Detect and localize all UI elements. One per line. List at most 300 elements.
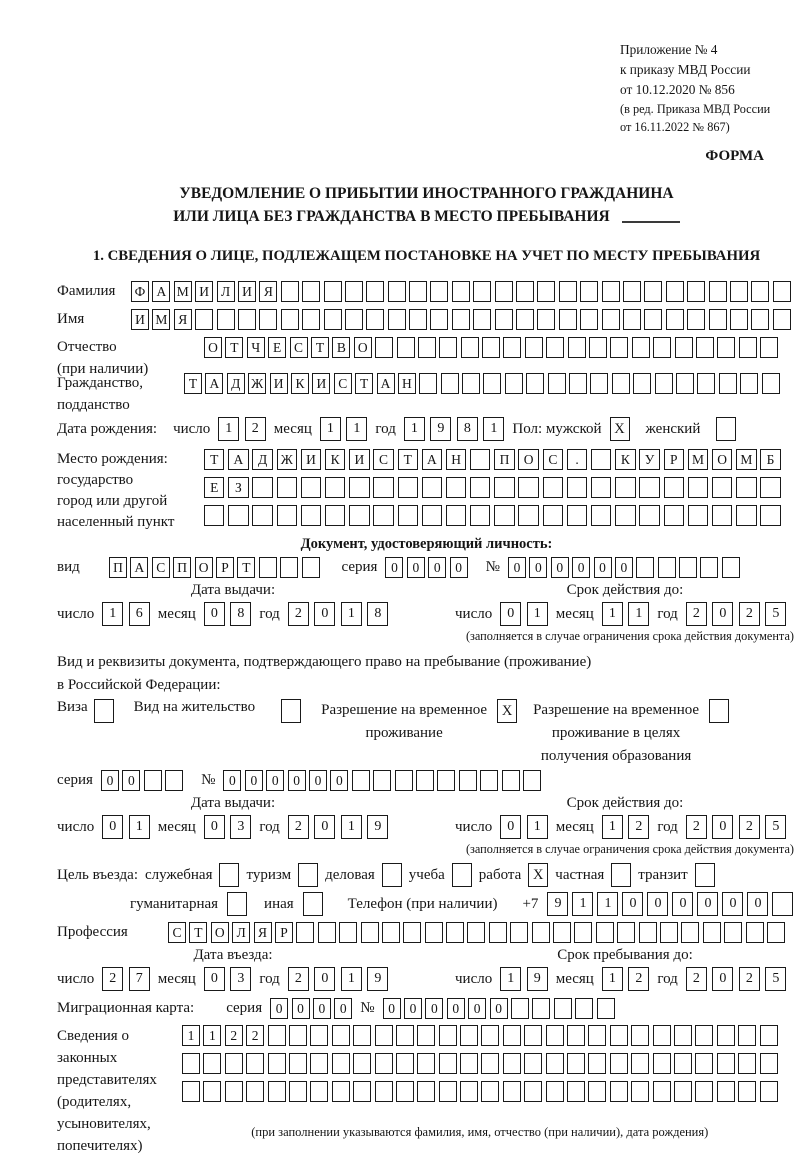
char-box[interactable] [446,922,464,943]
char-box[interactable] [751,309,769,330]
char-box[interactable]: 2 [245,417,266,441]
char-box[interactable] [760,1025,778,1046]
char-box[interactable]: 0 [647,892,668,916]
char-box[interactable]: 3 [230,815,251,839]
char-box[interactable]: У [639,449,659,470]
char-box[interactable]: 0 [288,770,306,791]
char-box[interactable] [516,281,534,302]
char-box[interactable] [696,337,714,358]
char-box[interactable] [664,505,684,526]
char-box[interactable] [324,281,342,302]
char-box[interactable] [546,1025,564,1046]
purpose-transit-checkbox[interactable] [695,863,715,887]
char-box[interactable] [505,373,523,394]
char-box[interactable]: 1 [346,417,367,441]
char-box[interactable]: 7 [129,967,150,991]
char-box[interactable] [591,449,611,470]
char-box[interactable]: 0 [747,892,768,916]
char-box[interactable] [225,1053,243,1074]
char-box[interactable] [325,477,345,498]
char-box[interactable] [217,309,235,330]
char-box[interactable] [460,1081,478,1102]
char-box[interactable] [430,281,448,302]
char-box[interactable] [597,998,615,1019]
char-box[interactable] [644,309,662,330]
char-box[interactable]: Р [275,922,293,943]
char-box[interactable] [674,1025,692,1046]
char-box[interactable] [418,337,436,358]
char-box[interactable] [660,922,678,943]
char-box[interactable]: 5 [765,967,786,991]
char-box[interactable] [494,505,514,526]
char-box[interactable] [195,309,213,330]
char-box[interactable] [591,505,611,526]
char-box[interactable] [252,477,272,498]
char-box[interactable] [459,770,477,791]
char-box[interactable] [751,281,769,302]
char-box[interactable]: М [152,309,170,330]
char-box[interactable] [203,1081,221,1102]
char-box[interactable] [567,477,587,498]
char-box[interactable]: 0 [334,998,352,1019]
char-box[interactable] [740,373,758,394]
char-box[interactable]: 1 [527,602,548,626]
char-box[interactable]: А [422,449,442,470]
char-box[interactable]: Н [398,373,416,394]
char-box[interactable] [666,281,684,302]
char-box[interactable]: 0 [551,557,569,578]
char-box[interactable]: М [174,281,192,302]
char-box[interactable]: О [518,449,538,470]
char-box[interactable]: 0 [330,770,348,791]
char-box[interactable] [717,1081,735,1102]
char-box[interactable] [738,1053,756,1074]
char-box[interactable] [439,337,457,358]
char-box[interactable]: 9 [547,892,568,916]
char-box[interactable] [302,557,320,578]
char-box[interactable] [588,1053,606,1074]
char-box[interactable]: 0 [309,770,327,791]
purpose-business-checkbox[interactable] [382,863,402,887]
char-box[interactable] [739,337,757,358]
char-box[interactable]: 0 [314,602,335,626]
char-box[interactable]: 2 [739,967,760,991]
char-box[interactable] [655,373,673,394]
char-box[interactable]: Л [232,922,250,943]
char-box[interactable] [532,922,550,943]
char-box[interactable]: 1 [129,815,150,839]
char-box[interactable] [679,557,697,578]
char-box[interactable] [502,770,520,791]
char-box[interactable] [574,922,592,943]
char-box[interactable] [473,281,491,302]
char-box[interactable]: Р [216,557,234,578]
char-box[interactable] [373,477,393,498]
char-box[interactable]: 0 [697,892,718,916]
char-box[interactable]: Т [225,337,243,358]
temp-residence-edu-checkbox[interactable] [709,699,729,723]
char-box[interactable]: К [325,449,345,470]
char-box[interactable] [568,337,586,358]
char-box[interactable] [602,281,620,302]
char-box[interactable] [268,1081,286,1102]
purpose-private-checkbox[interactable] [611,863,631,887]
char-box[interactable]: К [291,373,309,394]
purpose-humanitarian-checkbox[interactable] [227,892,247,916]
char-box[interactable]: Б [760,449,780,470]
char-box[interactable] [523,770,541,791]
char-box[interactable]: 0 [204,602,225,626]
char-box[interactable] [353,1053,371,1074]
char-box[interactable] [736,477,756,498]
char-box[interactable] [332,1053,350,1074]
char-box[interactable]: Т [184,373,202,394]
char-box[interactable] [602,309,620,330]
char-box[interactable] [567,505,587,526]
char-box[interactable]: А [228,449,248,470]
char-box[interactable] [182,1053,200,1074]
char-box[interactable] [588,1025,606,1046]
char-box[interactable] [644,281,662,302]
char-box[interactable] [633,373,651,394]
char-box[interactable]: 1 [602,967,623,991]
char-box[interactable] [481,1081,499,1102]
char-box[interactable] [353,1081,371,1102]
char-box[interactable] [532,998,550,1019]
char-box[interactable]: 9 [430,417,451,441]
char-box[interactable]: А [205,373,223,394]
char-box[interactable]: 0 [245,770,263,791]
char-box[interactable] [709,281,727,302]
char-box[interactable] [631,1025,649,1046]
char-box[interactable] [760,505,780,526]
char-box[interactable]: Н [446,449,466,470]
char-box[interactable] [375,1081,393,1102]
char-box[interactable]: Д [227,373,245,394]
char-box[interactable]: 2 [102,967,123,991]
sex-male-checkbox[interactable]: X [610,417,630,441]
char-box[interactable] [503,1025,521,1046]
char-box[interactable] [318,922,336,943]
char-box[interactable] [553,922,571,943]
char-box[interactable] [546,337,564,358]
char-box[interactable] [688,505,708,526]
char-box[interactable] [310,1025,328,1046]
char-box[interactable] [289,1081,307,1102]
char-box[interactable] [746,922,764,943]
char-box[interactable] [653,1081,671,1102]
char-box[interactable] [409,309,427,330]
char-box[interactable] [589,337,607,358]
char-box[interactable] [325,505,345,526]
char-box[interactable] [483,373,501,394]
residence-permit-checkbox[interactable] [281,699,301,723]
char-box[interactable] [554,998,572,1019]
char-box[interactable]: 9 [367,967,388,991]
char-box[interactable] [225,1081,243,1102]
char-box[interactable] [259,557,277,578]
char-box[interactable] [396,1053,414,1074]
char-box[interactable] [687,281,705,302]
purpose-work-checkbox[interactable]: X [528,863,548,887]
char-box[interactable]: 0 [622,892,643,916]
char-box[interactable]: Ф [131,281,149,302]
char-box[interactable] [658,557,676,578]
char-box[interactable] [461,337,479,358]
char-box[interactable]: И [312,373,330,394]
char-box[interactable]: 0 [101,770,119,791]
char-box[interactable] [165,770,183,791]
char-box[interactable]: 1 [218,417,239,441]
char-box[interactable] [767,922,785,943]
char-box[interactable]: 0 [529,557,547,578]
char-box[interactable] [636,557,654,578]
char-box[interactable] [717,337,735,358]
char-box[interactable] [623,309,641,330]
char-box[interactable]: З [228,477,248,498]
char-box[interactable] [281,281,299,302]
char-box[interactable]: 1 [500,967,521,991]
char-box[interactable]: 2 [739,602,760,626]
char-box[interactable] [610,1025,628,1046]
char-box[interactable]: Я [259,281,277,302]
purpose-study-checkbox[interactable] [452,863,472,887]
char-box[interactable] [700,557,718,578]
char-box[interactable] [703,922,721,943]
char-box[interactable] [631,1081,649,1102]
char-box[interactable] [301,477,321,498]
char-box[interactable] [612,373,630,394]
char-box[interactable] [473,309,491,330]
char-box[interactable] [709,309,727,330]
char-box[interactable] [397,337,415,358]
char-box[interactable] [409,281,427,302]
char-box[interactable]: 0 [572,557,590,578]
char-box[interactable] [653,337,671,358]
char-box[interactable]: И [270,373,288,394]
char-box[interactable] [762,373,780,394]
char-box[interactable]: 1 [182,1025,200,1046]
char-box[interactable] [569,373,587,394]
char-box[interactable]: Т [355,373,373,394]
char-box[interactable]: Л [217,281,235,302]
char-box[interactable] [588,1081,606,1102]
char-box[interactable]: Т [204,449,224,470]
char-box[interactable] [403,922,421,943]
char-box[interactable] [339,922,357,943]
char-box[interactable] [495,281,513,302]
char-box[interactable]: 0 [314,967,335,991]
char-box[interactable] [289,1025,307,1046]
char-box[interactable] [437,770,455,791]
char-box[interactable]: 1 [102,602,123,626]
char-box[interactable]: О [211,922,229,943]
char-box[interactable] [610,337,628,358]
char-box[interactable] [302,281,320,302]
char-box[interactable] [268,1053,286,1074]
char-box[interactable] [301,505,321,526]
char-box[interactable]: И [131,309,149,330]
char-box[interactable] [511,998,529,1019]
char-box[interactable] [687,309,705,330]
char-box[interactable] [590,373,608,394]
char-box[interactable] [481,1053,499,1074]
char-box[interactable]: С [543,449,563,470]
char-box[interactable] [246,1053,264,1074]
char-box[interactable]: М [736,449,756,470]
char-box[interactable]: И [238,281,256,302]
char-box[interactable] [695,1025,713,1046]
char-box[interactable] [503,1053,521,1074]
char-box[interactable] [738,1025,756,1046]
char-box[interactable] [460,1025,478,1046]
char-box[interactable] [238,309,256,330]
char-box[interactable]: 2 [628,815,649,839]
char-box[interactable] [518,505,538,526]
char-box[interactable] [439,1081,457,1102]
char-box[interactable] [280,557,298,578]
char-box[interactable] [396,1081,414,1102]
char-box[interactable] [591,477,611,498]
char-box[interactable] [310,1081,328,1102]
char-box[interactable] [446,505,466,526]
temp-residence-checkbox[interactable]: X [497,699,517,723]
char-box[interactable] [425,922,443,943]
char-box[interactable] [417,1053,435,1074]
char-box[interactable] [203,1053,221,1074]
char-box[interactable] [738,1081,756,1102]
char-box[interactable]: 1 [572,892,593,916]
char-box[interactable] [681,922,699,943]
char-box[interactable] [717,1053,735,1074]
char-box[interactable]: В [332,337,350,358]
char-box[interactable]: 8 [367,602,388,626]
char-box[interactable] [375,1053,393,1074]
char-box[interactable]: 0 [500,815,521,839]
char-box[interactable] [615,477,635,498]
char-box[interactable]: 0 [722,892,743,916]
char-box[interactable] [697,373,715,394]
char-box[interactable] [481,1025,499,1046]
char-box[interactable] [332,1081,350,1102]
char-box[interactable] [398,505,418,526]
char-box[interactable] [417,1025,435,1046]
char-box[interactable] [567,1081,585,1102]
char-box[interactable]: Т [311,337,329,358]
char-box[interactable]: 1 [628,602,649,626]
char-box[interactable]: 0 [270,998,288,1019]
char-box[interactable]: 0 [508,557,526,578]
char-box[interactable]: 1 [597,892,618,916]
char-box[interactable]: С [290,337,308,358]
char-box[interactable] [524,1081,542,1102]
char-box[interactable]: 0 [223,770,241,791]
char-box[interactable] [695,1081,713,1102]
sex-female-checkbox[interactable] [716,417,736,441]
char-box[interactable]: Р [664,449,684,470]
char-box[interactable] [730,281,748,302]
char-box[interactable]: О [712,449,732,470]
char-box[interactable] [760,477,780,498]
char-box[interactable] [580,309,598,330]
char-box[interactable]: С [334,373,352,394]
char-box[interactable] [664,477,684,498]
char-box[interactable] [388,281,406,302]
char-box[interactable] [717,1025,735,1046]
char-box[interactable]: Ж [248,373,266,394]
char-box[interactable]: Е [204,477,224,498]
char-box[interactable] [516,309,534,330]
char-box[interactable] [430,309,448,330]
char-box[interactable] [494,477,514,498]
char-box[interactable]: 0 [385,557,403,578]
char-box[interactable] [489,922,507,943]
char-box[interactable]: Я [174,309,192,330]
char-box[interactable]: 2 [739,815,760,839]
char-box[interactable]: Т [237,557,255,578]
char-box[interactable] [730,309,748,330]
char-box[interactable] [422,505,442,526]
char-box[interactable] [580,281,598,302]
char-box[interactable]: 0 [383,998,401,1019]
char-box[interactable] [373,505,393,526]
char-box[interactable] [396,1025,414,1046]
char-box[interactable] [525,337,543,358]
char-box[interactable] [361,922,379,943]
char-box[interactable]: 2 [686,602,707,626]
char-box[interactable]: . [567,449,587,470]
char-box[interactable] [719,373,737,394]
char-box[interactable]: С [373,449,393,470]
char-box[interactable] [623,281,641,302]
char-box[interactable]: 0 [594,557,612,578]
char-box[interactable]: 1 [341,602,362,626]
char-box[interactable] [470,505,490,526]
char-box[interactable]: А [377,373,395,394]
char-box[interactable]: 8 [230,602,251,626]
char-box[interactable] [480,770,498,791]
char-box[interactable] [422,477,442,498]
char-box[interactable]: М [688,449,708,470]
char-box[interactable] [736,505,756,526]
char-box[interactable] [617,922,635,943]
char-box[interactable]: 2 [686,967,707,991]
char-box[interactable]: 1 [483,417,504,441]
char-box[interactable]: 5 [765,602,786,626]
char-box[interactable] [610,1053,628,1074]
char-box[interactable]: 1 [404,417,425,441]
char-box[interactable] [388,309,406,330]
char-box[interactable] [349,477,369,498]
char-box[interactable] [631,1053,649,1074]
char-box[interactable] [439,1025,457,1046]
char-box[interactable] [446,477,466,498]
char-box[interactable] [467,922,485,943]
char-box[interactable] [345,281,363,302]
char-box[interactable] [252,505,272,526]
char-box[interactable] [452,281,470,302]
char-box[interactable] [524,1053,542,1074]
char-box[interactable]: Я [254,922,272,943]
char-box[interactable] [373,770,391,791]
char-box[interactable]: 0 [425,998,443,1019]
char-box[interactable]: П [173,557,191,578]
char-box[interactable] [144,770,162,791]
char-box[interactable]: 0 [712,815,733,839]
purpose-tourism-checkbox[interactable] [298,863,318,887]
char-box[interactable] [676,373,694,394]
char-box[interactable]: 5 [765,815,786,839]
